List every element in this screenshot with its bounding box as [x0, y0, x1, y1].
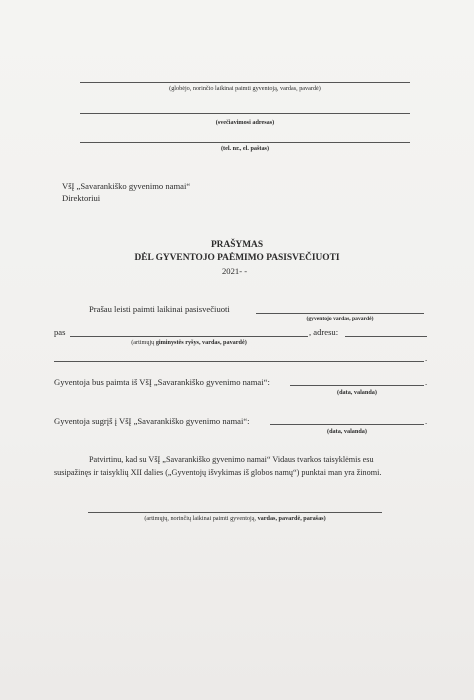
- resident-caption: (gyventojo vardas, pavardė): [306, 316, 374, 322]
- contact-line: [80, 142, 410, 143]
- address-label: , adresu:: [309, 327, 339, 337]
- document-date: 2021- -: [222, 266, 248, 276]
- resident-name-line: [256, 313, 424, 314]
- return-line: [270, 424, 424, 425]
- relative-caption-bold: giminystės ryšys, vardas, pavardė): [155, 339, 247, 346]
- confirm-line-2: susipažinęs ir taisyklių XII dalies („Gyventojų išvykimas iš globos namų“) punktai man yra žinomi.: [54, 468, 382, 477]
- return-text: Gyventoja sugrįš į VšĮ „Savarankiško gyvenimo namai“:: [54, 416, 250, 426]
- pickup-text: Gyventoja bus paimta iš VšĮ „Savarankiško gyvenimo namai“:: [54, 377, 270, 387]
- signature-caption-bold: vardas, pavardė, parašas): [257, 515, 326, 522]
- recipient-position: Direktoriui: [62, 193, 101, 203]
- request-text: Prašau leisti paimti laikinai pasisvečiuoti: [89, 304, 230, 314]
- name-line: [80, 82, 410, 83]
- address-caption: (svečiavimosi adresas): [215, 119, 275, 126]
- recipient-organization: VšĮ „Savarankiško gyvenimo namai“: [62, 181, 191, 191]
- pickup-line-end: .: [425, 377, 428, 387]
- relative-caption-prefix: (artimųjų: [131, 339, 156, 346]
- confirm-line-1: Patvirtinu, kad su VšĮ „Savarankiško gyvenimo namai“ Vidaus tvarkos taisyklėmis esu: [89, 455, 374, 464]
- signature-caption-prefix: (artimųjų, norinčių laikinai paimti gyventoją,: [144, 515, 258, 522]
- relative-caption: [70, 339, 308, 346]
- pickup-caption: (data, valanda): [337, 389, 377, 396]
- signature-caption: [88, 515, 382, 522]
- pas-label: pas: [54, 327, 66, 337]
- line-end-dot: .: [425, 353, 428, 363]
- return-caption: (data, valanda): [327, 428, 367, 435]
- signature-line: [88, 512, 382, 513]
- pickup-line: [290, 385, 424, 386]
- document-subtitle: DĖL GYVENTOJO PAĖMIMO PASISVEČIUOTI: [134, 253, 340, 263]
- name-caption: (globėjo, norinčio laikinai paimti gyventoją, vardas, pavardė): [169, 85, 321, 92]
- document-title: PRAŠYMAS: [210, 240, 264, 250]
- return-line-end: .: [425, 416, 428, 426]
- address-line: [80, 113, 410, 114]
- relative-address-line: [345, 336, 427, 337]
- contact-caption: (tel. nr., el. paštas): [220, 145, 270, 152]
- relative-line: [70, 336, 308, 337]
- address-continuation-line: [54, 361, 424, 362]
